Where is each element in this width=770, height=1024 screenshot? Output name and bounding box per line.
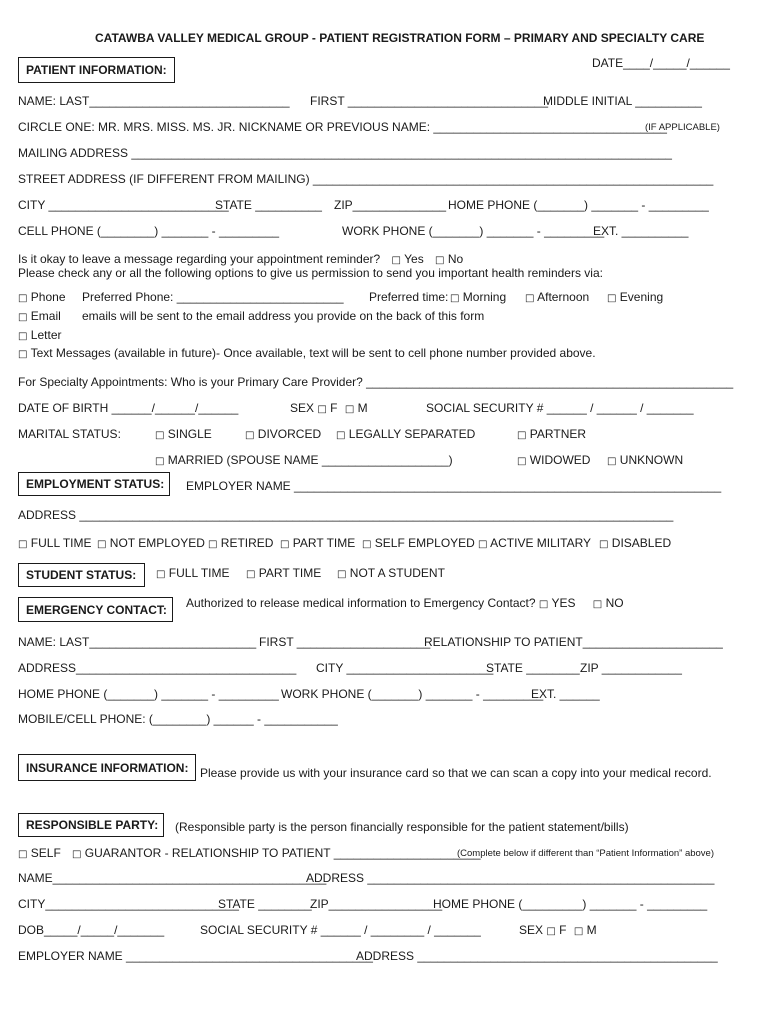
checkbox-icon: □ — [362, 539, 372, 550]
mailing-address-field[interactable]: MAILING ADDRESS _________________________________________________________________________________ — [18, 146, 672, 160]
unknown-checkbox[interactable] — [607, 454, 683, 467]
responsible-city-field[interactable]: CITY_____________________________ — [18, 897, 239, 911]
responsible-male-checkbox[interactable] — [574, 923, 597, 937]
guarantor-checkbox[interactable] — [72, 847, 481, 860]
zip-field[interactable]: ZIP______________ — [334, 198, 447, 212]
checkbox-icon: □ — [18, 331, 28, 342]
morning-label: Morning — [462, 290, 507, 304]
partner-checkbox[interactable] — [517, 428, 586, 441]
work-phone-field[interactable]: WORK PHONE (_______) _______ - _________ — [342, 224, 605, 238]
emergency-relationship-field[interactable]: RELATIONSHIP TO PATIENT_____________________ — [424, 635, 723, 649]
preferred-time-label: Preferred time: — [369, 290, 449, 304]
divorced-checkbox[interactable] — [245, 428, 321, 441]
authorize-no-checkbox[interactable] — [593, 596, 624, 610]
not-employed-checkbox[interactable] — [97, 537, 205, 550]
message-question-text: Is it okay to leave a message regarding your appointment reminder? — [18, 252, 381, 266]
responsible-ssn-field[interactable]: SOCIAL SECURITY # ______ / ________ / _______ — [200, 923, 481, 937]
authorize-release-question — [186, 597, 624, 610]
patient-information-heading — [18, 57, 175, 83]
married-label: MARRIED (SPOUSE NAME ___________________) — [167, 453, 453, 467]
not-employed-label: NOT EMPLOYED — [109, 536, 205, 550]
work-ext-field[interactable]: EXT. __________ — [593, 224, 689, 238]
checkbox-icon: □ — [18, 849, 28, 860]
student-part-time-label: PART TIME — [258, 566, 322, 580]
emergency-mobile-field[interactable]: MOBILE/CELL PHONE: (________) ______ - ___________ — [18, 712, 338, 726]
if-applicable-note: (IF APPLICABLE) — [645, 122, 720, 133]
checkbox-icon: □ — [18, 293, 28, 304]
date-of-birth-field[interactable]: DATE OF BIRTH ______/______/______ — [18, 401, 239, 415]
date-field[interactable]: DATE____/_____/______ — [592, 56, 730, 70]
not-a-student-checkbox[interactable] — [337, 567, 445, 580]
responsible-party-heading-label: RESPONSIBLE PARTY: — [26, 818, 159, 832]
widowed-checkbox[interactable] — [517, 454, 590, 467]
responsible-home-phone-field[interactable]: HOME PHONE (_________) _______ - _________ — [433, 897, 708, 911]
city-field[interactable]: CITY ___________________________ — [18, 198, 229, 212]
permission-text: Please check any or all the following options to give us permission to send you important health reminders via: — [18, 266, 603, 280]
checkbox-icon: □ — [208, 539, 218, 550]
sex-group — [290, 402, 368, 415]
responsible-zip-field[interactable]: ZIP_________________ — [310, 897, 443, 911]
checkbox-icon: □ — [573, 926, 584, 937]
checkbox-icon: □ — [517, 456, 527, 467]
checkbox-icon: □ — [517, 430, 527, 441]
checkbox-icon: □ — [245, 430, 255, 441]
street-address-field[interactable]: STREET ADDRESS (IF DIFFERENT FROM MAILING) ____________________________________________________________ — [18, 172, 714, 186]
text-messages-label: Text Messages (available in future)- Once available, text will be sent to cell phone number provided above. — [30, 346, 596, 360]
emergency-last-name-field[interactable]: NAME: LAST_________________________ — [18, 635, 257, 649]
form-title: CATAWBA VALLEY MEDICAL GROUP - PATIENT REGISTRATION FORM – PRIMARY AND SPECIALTY CARE — [95, 31, 705, 45]
employer-address-field[interactable]: ADDRESS _________________________________________________________________________________________ — [18, 508, 674, 522]
insurance-information-heading-label: INSURANCE INFORMATION: — [26, 760, 189, 775]
state-field[interactable]: STATE __________ — [215, 198, 322, 212]
insurance-information-heading — [18, 754, 196, 781]
employer-name-field[interactable]: EMPLOYER NAME ________________________________________________________________ — [186, 479, 722, 493]
checkbox-icon: □ — [156, 569, 166, 580]
sex-male-checkbox[interactable] — [345, 401, 368, 415]
preferred-phone-field[interactable]: Preferred Phone: _________________________ — [82, 290, 344, 304]
home-phone-field[interactable]: HOME PHONE (_______) _______ - _________ — [448, 198, 709, 212]
single-label: SINGLE — [167, 427, 212, 441]
checkbox-icon: □ — [607, 456, 617, 467]
text-messages-checkbox[interactable] — [18, 347, 596, 360]
cell-phone-field[interactable]: CELL PHONE (________) _______ - _________ — [18, 224, 280, 238]
checkbox-icon: □ — [538, 599, 549, 610]
active-military-checkbox[interactable] — [478, 537, 591, 550]
student-status-heading — [18, 563, 145, 587]
self-checkbox[interactable] — [18, 847, 61, 860]
responsible-address-field[interactable]: ADDRESS ____________________________________________________ — [306, 871, 715, 885]
checkbox-icon: □ — [246, 569, 256, 580]
self-label: SELF — [30, 846, 61, 860]
patient-middle-initial-field[interactable]: MIDDLE INITIAL __________ — [543, 94, 702, 108]
responsible-employer-name-field[interactable]: EMPLOYER NAME _____________________________________ — [18, 949, 373, 963]
student-part-time-checkbox[interactable] — [246, 567, 321, 580]
unknown-label: UNKNOWN — [619, 453, 684, 467]
checkbox-icon: □ — [155, 456, 165, 467]
letter-checkbox[interactable] — [18, 329, 61, 342]
single-checkbox[interactable] — [155, 428, 212, 441]
emergency-work-phone-field[interactable]: WORK PHONE (_______) _______ - _________ — [281, 687, 544, 701]
phone-checkbox[interactable] — [18, 291, 66, 304]
employment-part-time-label: PART TIME — [292, 536, 356, 550]
primary-care-provider-field[interactable]: For Specialty Appointments: Who is your Primary Care Provider? _______________________________________________________ — [18, 375, 734, 389]
retired-label: RETIRED — [220, 536, 274, 550]
checkbox-icon: □ — [337, 569, 347, 580]
phone-label: Phone — [30, 290, 66, 304]
legally-separated-label: LEGALLY SEPARATED — [348, 427, 476, 441]
student-status-heading-label: STUDENT STATUS: — [26, 568, 137, 582]
not-a-student-label: NOT A STUDENT — [349, 566, 445, 580]
checkbox-icon: □ — [18, 349, 28, 360]
yes-checkbox[interactable] — [392, 252, 424, 266]
widowed-label: WIDOWED — [529, 453, 591, 467]
disabled-label: DISABLED — [611, 536, 672, 550]
checkbox-icon: □ — [607, 293, 617, 304]
letter-label: Letter — [30, 328, 62, 342]
email-note: emails will be sent to the email address you provide on the back of this form — [82, 309, 485, 323]
authorize-yes-checkbox[interactable] — [539, 596, 576, 610]
checkbox-icon: □ — [317, 404, 327, 415]
married-checkbox[interactable] — [155, 454, 453, 467]
authorize-yes-label: YES — [551, 596, 576, 610]
no-checkbox[interactable] — [435, 252, 463, 266]
checkbox-icon: □ — [155, 430, 165, 441]
email-checkbox[interactable] — [18, 310, 61, 323]
insurance-note: Please provide us with your insurance card so that we can scan a copy into your medical record. — [200, 766, 712, 780]
emergency-contact-heading — [18, 597, 173, 622]
employment-full-time-checkbox[interactable] — [18, 537, 91, 550]
employment-full-time-label: FULL TIME — [30, 536, 92, 550]
emergency-city-field[interactable]: CITY ______________________ — [316, 661, 494, 675]
legally-separated-checkbox[interactable] — [336, 428, 475, 441]
checkbox-icon: □ — [391, 255, 401, 266]
responsible-male-label: M — [586, 923, 597, 937]
checkbox-icon: □ — [97, 539, 107, 550]
marital-status-label: MARITAL STATUS: — [18, 427, 121, 441]
responsible-state-field[interactable]: STATE ________ — [218, 897, 312, 911]
guarantor-relationship-field[interactable]: GUARANTOR - RELATIONSHIP TO PATIENT ______________________ — [84, 846, 481, 860]
sex-label: SEX — [290, 401, 315, 415]
responsible-sex-group — [519, 924, 597, 937]
emergency-home-phone-field[interactable]: HOME PHONE (_______) _______ - _________ — [18, 687, 279, 701]
retired-checkbox[interactable] — [208, 537, 273, 550]
student-full-time-label: FULL TIME — [168, 566, 230, 580]
checkbox-icon: □ — [525, 293, 535, 304]
responsible-female-label: F — [559, 923, 567, 937]
responsible-party-note: (Responsible party is the person financially responsible for the patient statement/bills) — [175, 820, 629, 834]
emergency-ext-field[interactable]: EXT. ______ — [531, 687, 600, 701]
checkbox-icon: □ — [72, 849, 82, 860]
employment-status-heading — [18, 472, 170, 496]
patient-information-heading-label: PATIENT INFORMATION: — [26, 63, 167, 77]
disabled-checkbox[interactable] — [599, 537, 671, 550]
evening-checkbox[interactable] — [607, 291, 663, 304]
patient-first-name-field[interactable]: FIRST ______________________________ — [310, 94, 548, 108]
emergency-zip-field[interactable]: ZIP ____________ — [580, 661, 682, 675]
message-question — [18, 253, 463, 266]
active-military-label: ACTIVE MILITARY — [490, 536, 592, 550]
sex-male-label: M — [357, 401, 368, 415]
emergency-state-field[interactable]: STATE ________ — [486, 661, 580, 675]
emergency-address-field[interactable]: ADDRESS_________________________________ — [18, 661, 297, 675]
checkbox-icon: □ — [344, 404, 355, 415]
title-and-nickname-field[interactable]: CIRCLE ONE: MR. MRS. MISS. MS. JR. NICKNAME OR PREVIOUS NAME: ___________________________________ — [18, 120, 667, 134]
authorize-no-label: NO — [605, 596, 624, 610]
responsible-name-field[interactable]: NAME_________________________________________ — [18, 871, 327, 885]
no-label: No — [447, 252, 464, 266]
checkbox-icon: □ — [280, 539, 290, 550]
sex-female-checkbox[interactable] — [317, 401, 337, 415]
afternoon-checkbox[interactable] — [525, 291, 589, 304]
morning-checkbox[interactable] — [450, 291, 506, 304]
yes-label: Yes — [404, 252, 424, 266]
self-employed-label: SELF EMPLOYED — [374, 536, 475, 550]
employment-status-heading-label: EMPLOYMENT STATUS: — [26, 477, 165, 491]
authorize-release-text: Authorized to release medical information to Emergency Contact? — [186, 596, 536, 610]
emergency-contact-heading-label: EMERGENCY CONTACT: — [26, 602, 167, 617]
checkbox-icon: □ — [546, 926, 556, 937]
checkbox-icon: □ — [450, 293, 460, 304]
self-employed-checkbox[interactable] — [362, 537, 475, 550]
email-label: Email — [30, 309, 61, 323]
social-security-field[interactable]: SOCIAL SECURITY # ______ / ______ / _______ — [426, 401, 694, 415]
checkbox-icon: □ — [18, 539, 28, 550]
student-full-time-checkbox[interactable] — [156, 567, 229, 580]
checkbox-icon: □ — [478, 539, 488, 550]
checkbox-icon: □ — [599, 539, 609, 550]
checkbox-icon: □ — [336, 430, 346, 441]
checkbox-icon: □ — [592, 599, 603, 610]
checkbox-icon: □ — [435, 255, 445, 266]
sex-female-label: F — [330, 401, 338, 415]
responsible-party-heading — [18, 813, 164, 837]
emergency-first-name-field[interactable]: FIRST ____________________ — [259, 635, 431, 649]
checkbox-icon: □ — [18, 312, 28, 323]
afternoon-label: Afternoon — [537, 290, 590, 304]
complete-below-note: (Complete below if different than “Patient Information” above) — [457, 848, 714, 859]
partner-label: PARTNER — [529, 427, 587, 441]
employment-part-time-checkbox[interactable] — [280, 537, 355, 550]
responsible-female-checkbox[interactable] — [546, 923, 566, 937]
responsible-dob-field[interactable]: DOB_____/_____/_______ — [18, 923, 165, 937]
responsible-sex-label: SEX — [519, 923, 544, 937]
evening-label: Evening — [619, 290, 664, 304]
responsible-employer-address-field[interactable]: ADDRESS _____________________________________________ — [356, 949, 718, 963]
patient-last-name-field[interactable]: NAME: LAST______________________________ — [18, 94, 290, 108]
divorced-label: DIVORCED — [257, 427, 322, 441]
